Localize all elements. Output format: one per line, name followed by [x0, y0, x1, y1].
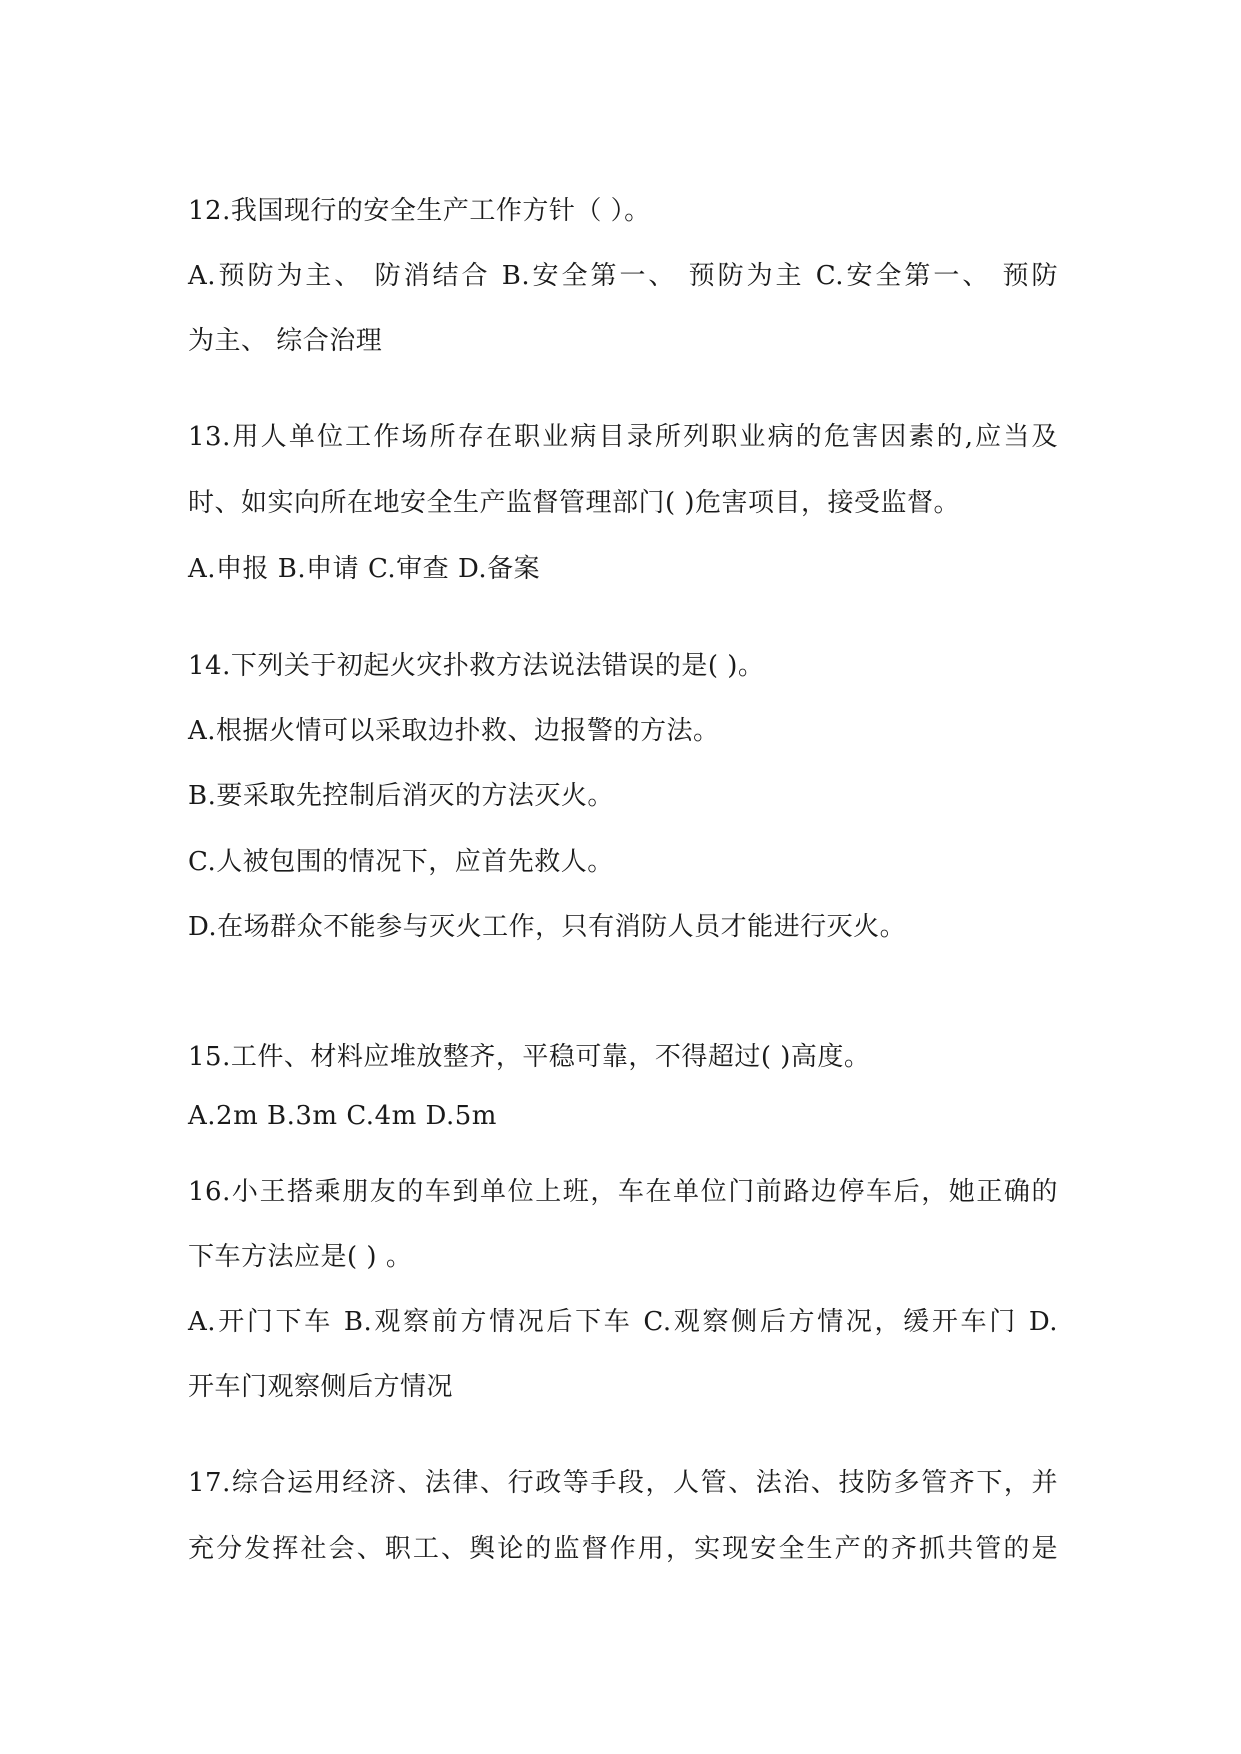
question-14-option-a: A.根据火情可以采取边扑救、边报警的方法。	[188, 716, 720, 746]
question-14-option-c: C.人被包围的情况下，应首先救人。	[188, 847, 614, 877]
question-16-stem-cont: 下车方法应是( ) 。	[188, 1242, 413, 1272]
question-12-stem: 12.我国现行的安全生产工作方针（ ）。	[188, 196, 651, 226]
question-17-stem: 17.综合运用经济、法律、行政等手段，人管、法治、技防多管齐下，并	[188, 1468, 1058, 1498]
question-15-options: A.2m B.3m C.4m D.5m	[188, 1101, 497, 1131]
question-16-stem: 16.小王搭乘朋友的车到单位上班，车在单位门前路边停车后，她正确的	[188, 1177, 1058, 1207]
question-12-options-cont: 为主、 综合治理	[188, 326, 383, 356]
question-14-option-b: B.要采取先控制后消灭的方法灭火。	[188, 781, 614, 811]
question-12-options: A.预防为主、 防消结合 B.安全第一、 预防为主 C.安全第一、 预防	[188, 261, 1058, 291]
question-13-options: A.申报 B.申请 C.审查 D.备案	[188, 554, 541, 584]
question-16-options: A.开门下车 B.观察前方情况后下车 C.观察侧后方情况，缓开车门 D.	[188, 1307, 1058, 1337]
question-13-stem-cont: 时、如实向所在地安全生产监督管理部门( )危害项目，接受监督。	[188, 488, 961, 518]
question-14-option-d: D.在场群众不能参与灭火工作，只有消防人员才能进行灭火。	[188, 912, 907, 942]
question-13-stem: 13.用人单位工作场所存在职业病目录所列职业病的危害因素的,应当及	[188, 422, 1058, 452]
question-14-stem: 14.下列关于初起火灾扑救方法说法错误的是( )。	[188, 651, 765, 681]
question-15-stem: 15.工件、材料应堆放整齐，平稳可靠，不得超过( )高度。	[188, 1042, 871, 1072]
question-16-options-cont: 开车门观察侧后方情况	[188, 1372, 454, 1402]
question-17-stem-cont: 充分发挥社会、职工、舆论的监督作用，实现安全生产的齐抓共管的是	[188, 1534, 1058, 1564]
